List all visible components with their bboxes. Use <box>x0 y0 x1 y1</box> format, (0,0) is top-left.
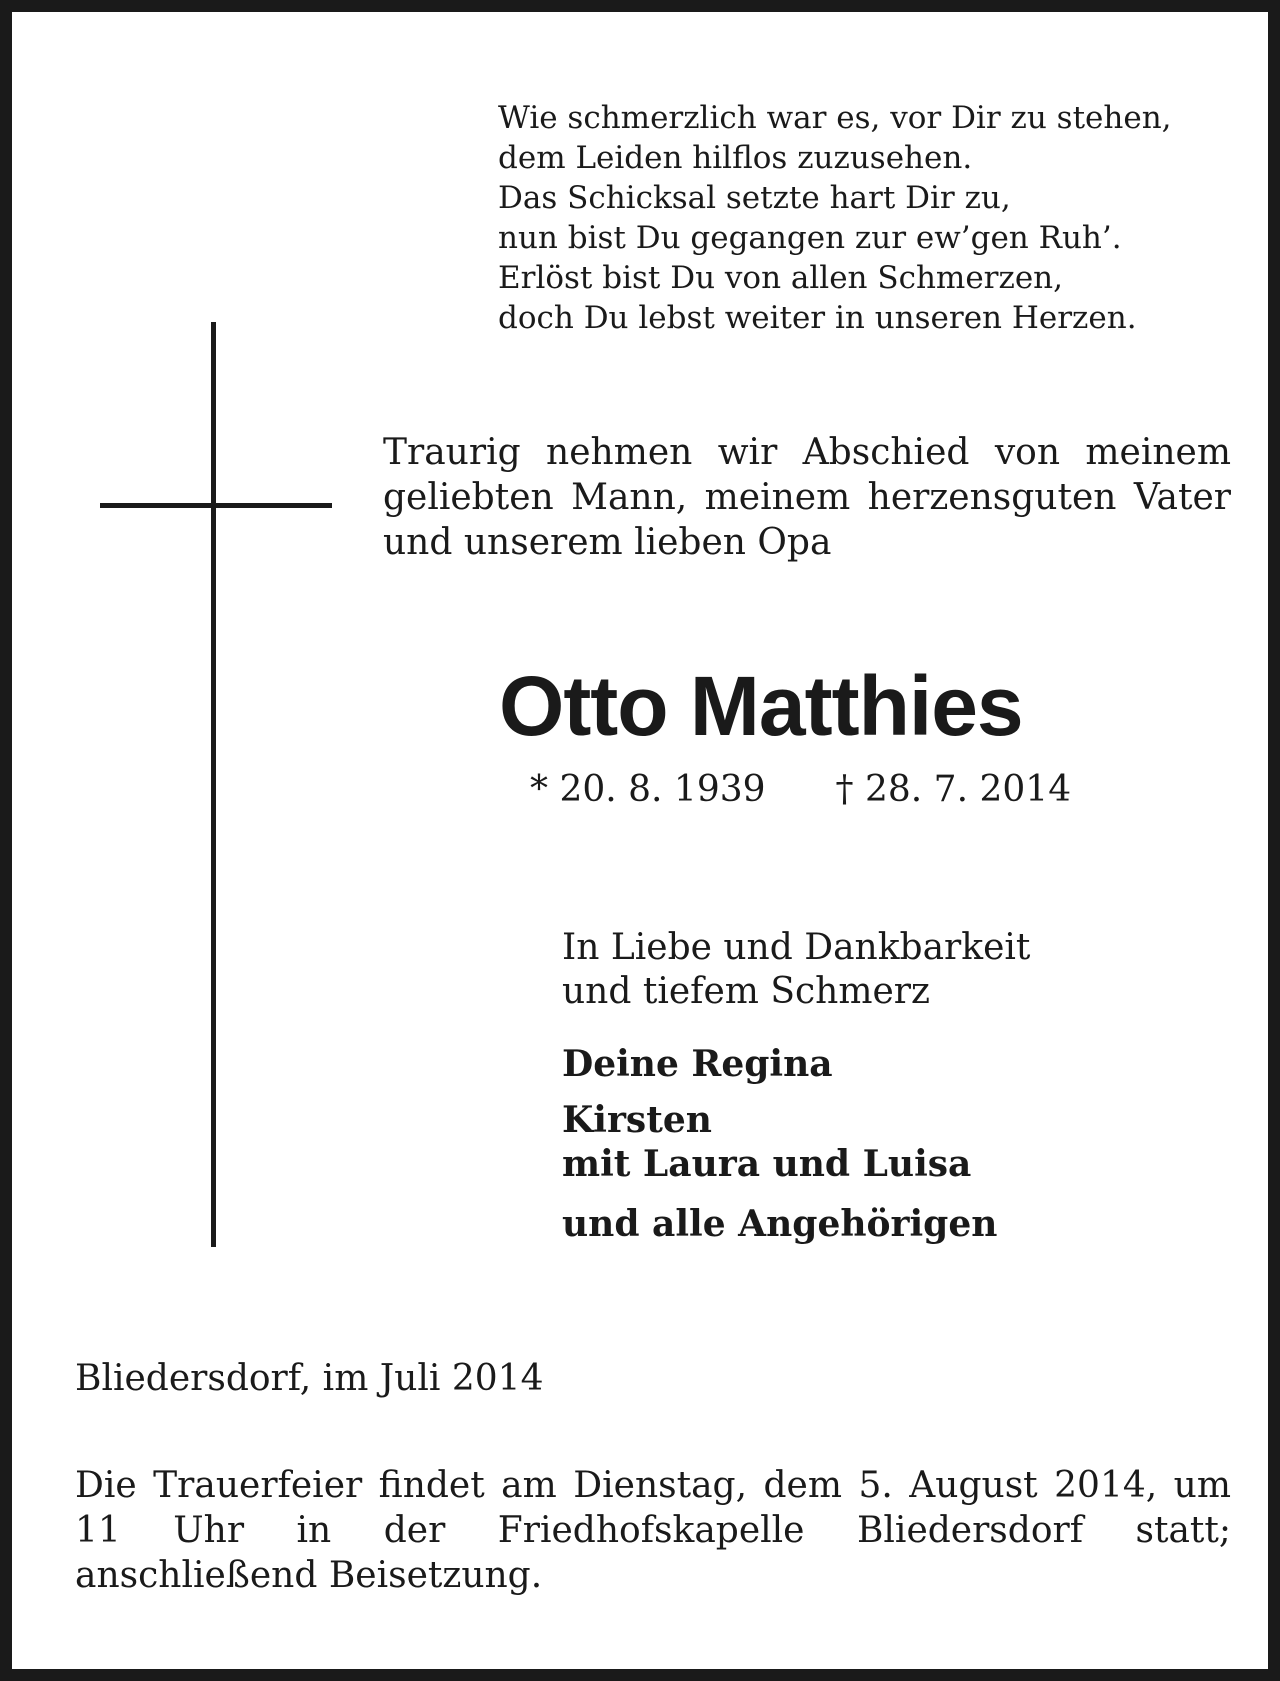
funeral-ceremony-info: Die Trauerfeier findet am Dienstag, dem 5. August 2014, um 11 Uhr in der Friedhofskapelle Bliedersdorf statt; anschließend Beisetzung. <box>75 1465 1231 1596</box>
poem-line: doch Du lebst weiter in unseren Herzen. <box>498 300 1137 336</box>
poem-line: dem Leiden hilflos zuzusehen. <box>498 140 973 176</box>
poem-line: Wie schmerzlich war es, vor Dir zu stehen, <box>498 100 1172 136</box>
death-date: † 28. 7. 2014 <box>835 769 1072 810</box>
mourner-children: mit Laura und Luisa <box>562 1143 972 1185</box>
poem-line: nun bist Du gegangen zur ew’gen Ruh’. <box>498 220 1122 256</box>
deceased-name: Otto Matthies <box>499 659 1023 753</box>
closing-line: In Liebe und Dankbarkeit <box>562 927 1031 968</box>
birth-date: * 20. 8. 1939 <box>530 769 766 810</box>
place-and-date: Bliedersdorf, im Juli 2014 <box>75 1358 544 1399</box>
farewell-text: Traurig nehmen wir Abschied von meinem geliebten Mann, meinem herzensguten Vater und unserem lieben Opa <box>383 432 1231 563</box>
poem-line: Erlöst bist Du von allen Schmerzen, <box>498 260 1063 296</box>
poem <box>498 98 1258 338</box>
cross-icon-vertical-bar <box>211 322 216 1247</box>
poem-line: Das Schicksal setzte hart Dir zu, <box>498 180 1011 216</box>
closing-phrase <box>562 926 1242 1014</box>
mourners-list <box>562 1042 1242 1246</box>
closing-line: und tiefem Schmerz <box>562 971 930 1012</box>
life-dates <box>530 768 1230 812</box>
cross-icon-horizontal-bar <box>100 503 332 508</box>
mourner-kirsten: Kirsten <box>562 1099 712 1141</box>
mourner-regina: Deine Regina <box>562 1043 833 1085</box>
mourner-relatives: und alle Angehörigen <box>562 1203 998 1245</box>
